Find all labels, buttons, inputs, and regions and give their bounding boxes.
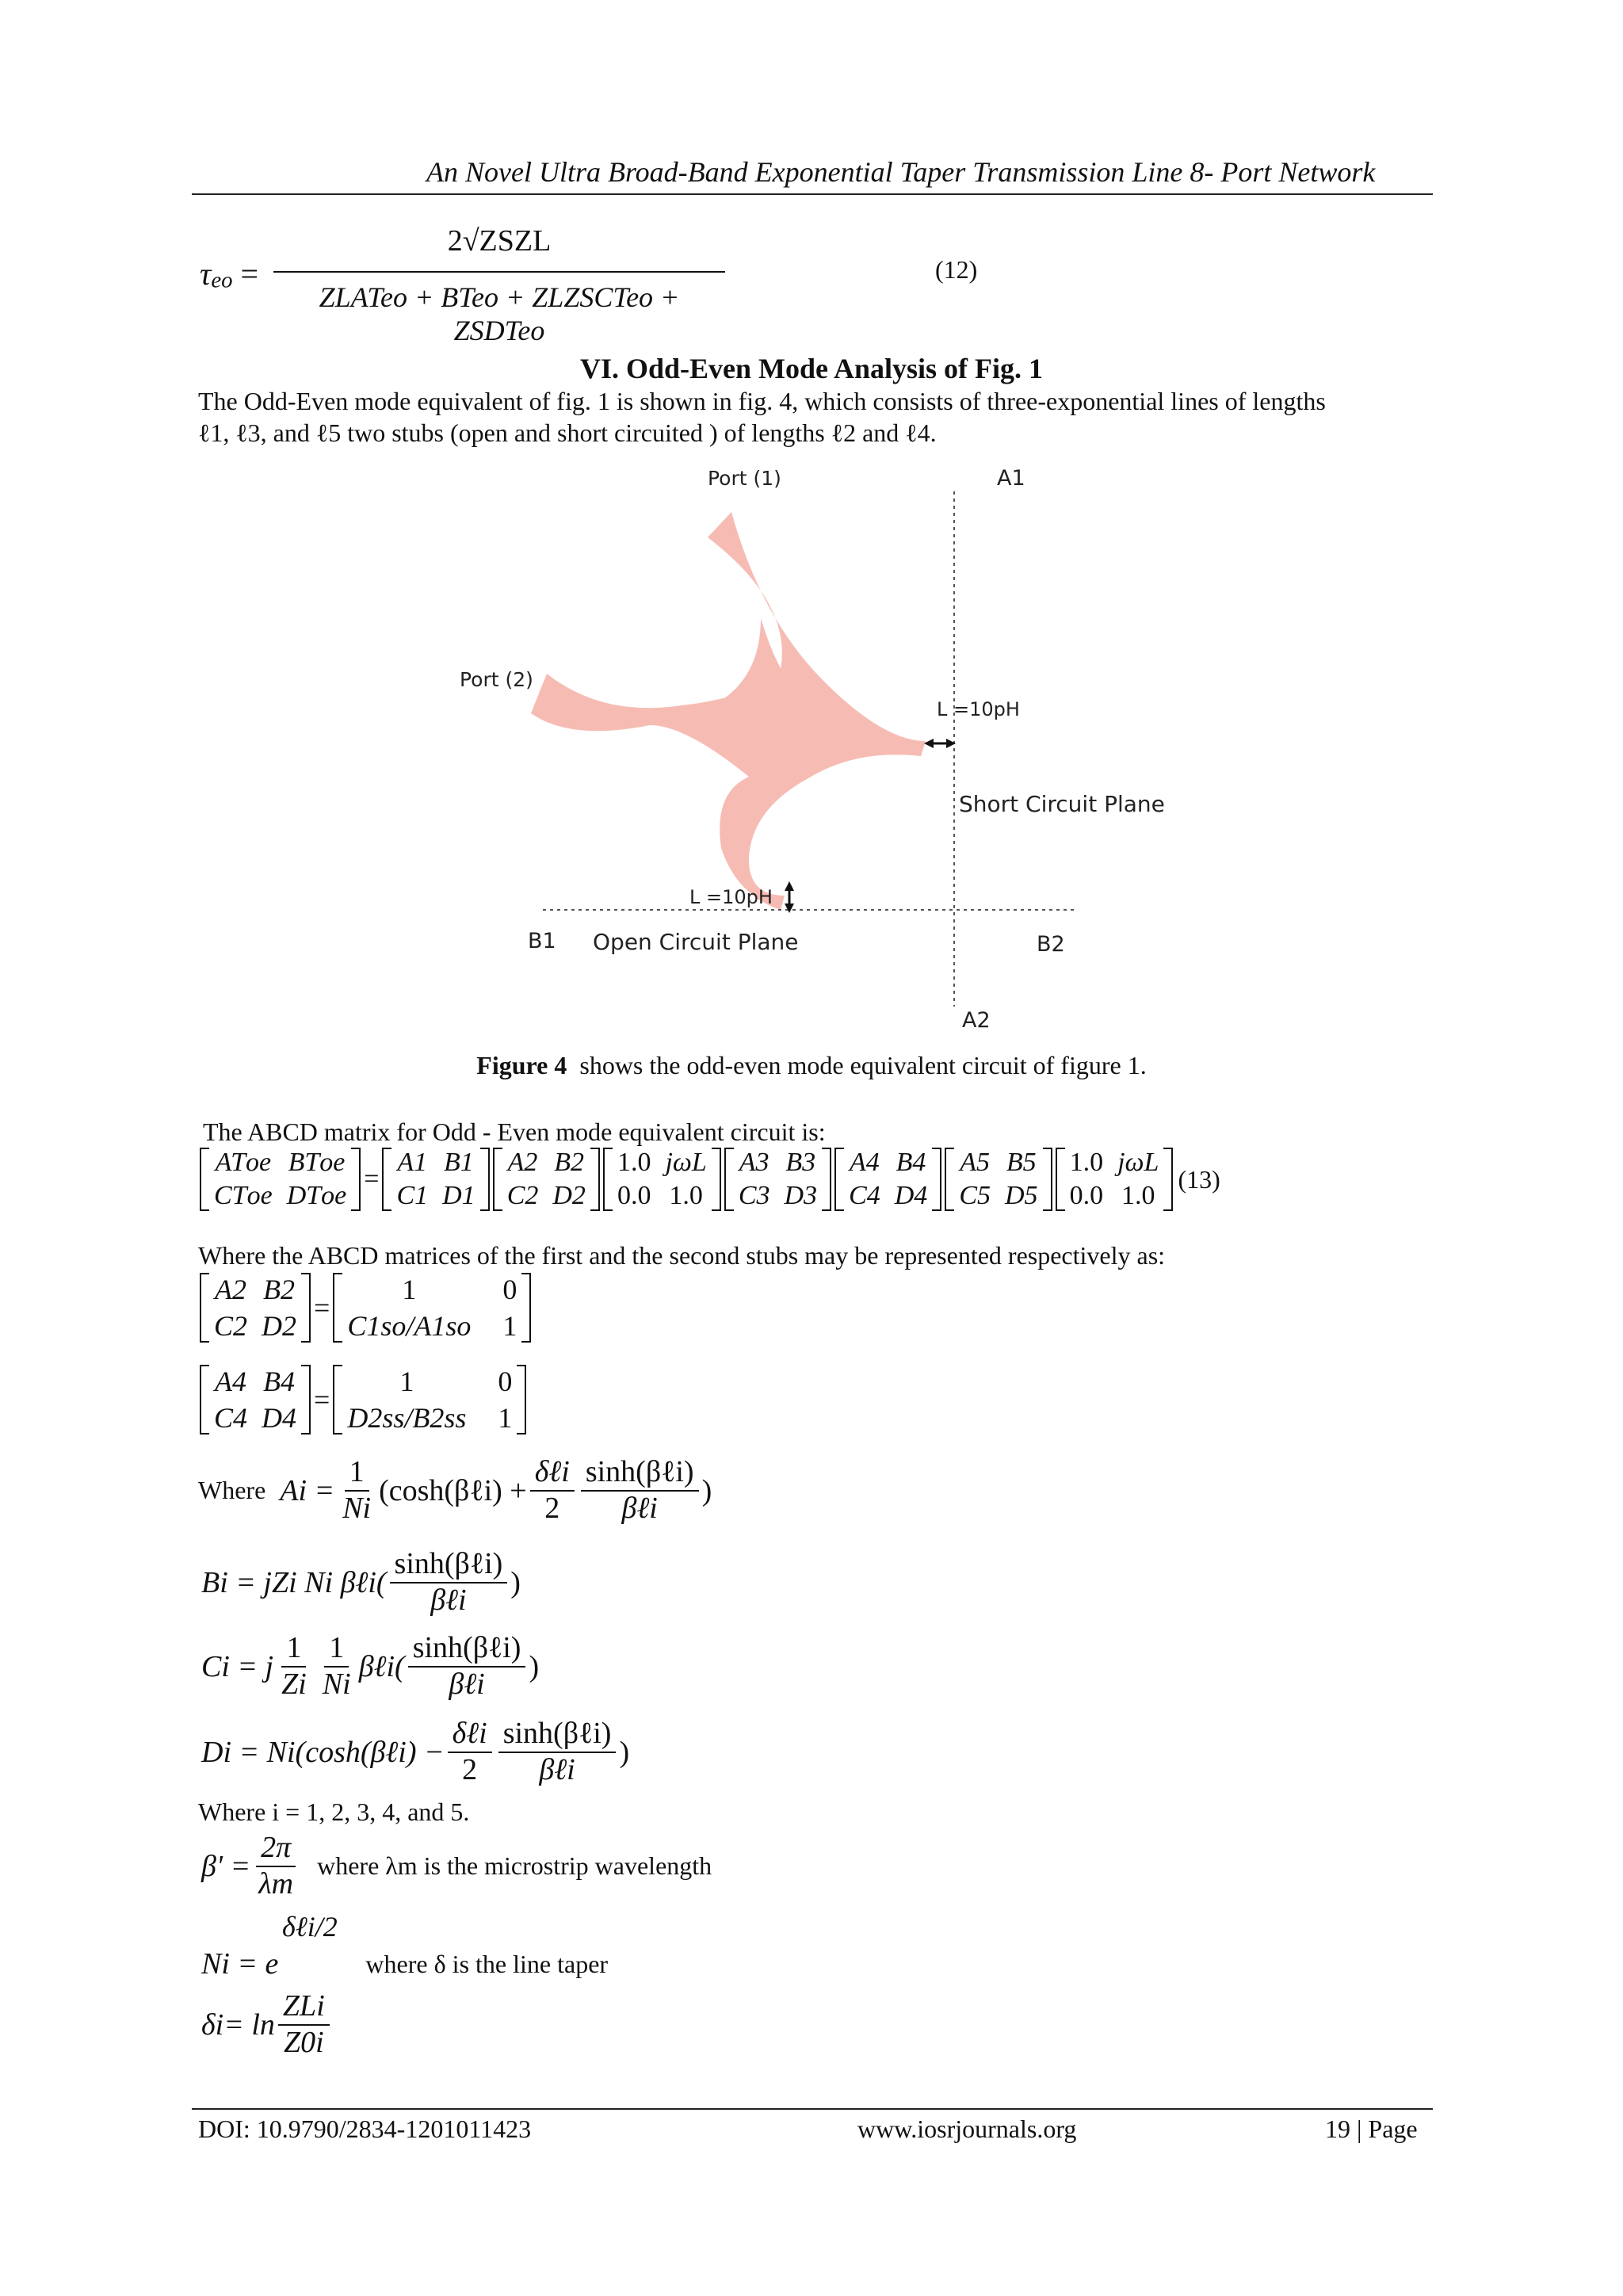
footer-rule bbox=[192, 2108, 1433, 2110]
di-frac3-num: sinh(βℓi) bbox=[498, 1717, 617, 1753]
stub2-lhs bbox=[200, 1365, 311, 1435]
inductor-right-arrowhead-right bbox=[946, 739, 956, 748]
ai-frac1-num: 1 bbox=[345, 1455, 369, 1492]
section-intro-line2: ℓ1, ℓ3, and ℓ5 two stubs (open and short circuited ) of lengths ℓ2 and ℓ4. bbox=[198, 418, 937, 447]
eq13-lhs-matrix bbox=[200, 1148, 361, 1211]
eq13-m2 bbox=[493, 1148, 600, 1211]
eq13-m4-d: D4 bbox=[894, 1181, 928, 1210]
short-plane-label: Short Circuit Plane bbox=[959, 791, 1165, 817]
l-right-label: L =10pH bbox=[937, 698, 1020, 720]
stub2-rhs-b: 0 bbox=[498, 1366, 513, 1397]
ci-frac1-den: Zi bbox=[281, 1667, 307, 1701]
di-end: ) bbox=[619, 1735, 630, 1769]
ci-frac2-den: Ni bbox=[322, 1667, 351, 1701]
b2-label: B2 bbox=[1037, 932, 1065, 957]
ci-frac3 bbox=[408, 1631, 526, 1702]
eq13-ind2-c: 0.0 bbox=[1069, 1181, 1104, 1210]
a1-label: A1 bbox=[997, 466, 1025, 491]
eq13-ind1-a: 1.0 bbox=[617, 1148, 651, 1177]
where-label: Where bbox=[198, 1476, 266, 1505]
eq13-m5-d: D5 bbox=[1005, 1181, 1038, 1210]
eq12-tau: τ bbox=[200, 256, 212, 292]
eq13-ind1-b: jωL bbox=[665, 1148, 707, 1177]
stub1-equation: A2 B2 C2 D2 = 1 0 C1so/A1so 1 bbox=[198, 1273, 533, 1343]
abcd-intro: The ABCD matrix for Odd - Even mode equivalent circuit is: bbox=[203, 1117, 826, 1146]
bi-frac-num: sinh(βℓi) bbox=[390, 1547, 508, 1584]
eq13-m5-a: A5 bbox=[960, 1148, 991, 1177]
bi-lhs: Bi = jZi Ni βℓi( bbox=[201, 1565, 387, 1599]
eq13-ind2-b: jωL bbox=[1117, 1148, 1159, 1177]
eq-beta bbox=[201, 1831, 712, 1901]
stub2-lhs-b: B4 bbox=[263, 1366, 296, 1397]
caption-bold: Figure 4 bbox=[476, 1051, 567, 1079]
bi-frac-den: βℓi bbox=[430, 1583, 467, 1617]
bi-end: ) bbox=[510, 1565, 521, 1599]
stub2-lhs-c: C4 bbox=[214, 1402, 248, 1434]
section-heading: VI. Odd-Even Mode Analysis of Fig. 1 bbox=[579, 353, 1044, 384]
stub1-lhs bbox=[200, 1273, 311, 1343]
stub1-lhs-a: A2 bbox=[215, 1274, 246, 1305]
eq13-ind2-a: 1.0 bbox=[1069, 1148, 1104, 1177]
a2-label: A2 bbox=[962, 1008, 991, 1033]
di-frac3 bbox=[498, 1717, 617, 1787]
ai-frac3-den: βℓi bbox=[621, 1491, 658, 1525]
eq13-m2-d: D2 bbox=[552, 1181, 586, 1210]
eq13-m3-d: D3 bbox=[784, 1181, 818, 1210]
eq13-m2-a: A2 bbox=[507, 1148, 538, 1177]
stub1-rhs-c: C1so/A1so bbox=[347, 1310, 472, 1342]
eq13-lhs-c: CTοe bbox=[214, 1181, 273, 1210]
l-bottom-label: L =10pH bbox=[689, 886, 773, 908]
eq13-m4 bbox=[834, 1148, 941, 1211]
eq13-m1-c: C1 bbox=[396, 1181, 429, 1210]
ai-frac2-num: δℓi bbox=[530, 1455, 575, 1492]
ni-lhs: Ni = e bbox=[201, 1947, 279, 1981]
eq13-m4-b: B4 bbox=[896, 1148, 926, 1177]
index-note: Where i = 1, 2, 3, 4, and 5. bbox=[198, 1797, 470, 1826]
eq13-ind1-d: 1.0 bbox=[669, 1181, 703, 1210]
eq13-ind2-d: 1.0 bbox=[1121, 1181, 1155, 1210]
ni-exponent: δℓi/2 bbox=[282, 1911, 338, 1943]
ci-frac2 bbox=[318, 1631, 356, 1702]
beta-frac bbox=[254, 1831, 298, 1901]
eq13-m3-c: C3 bbox=[738, 1181, 770, 1210]
ci-frac3-den: βℓi bbox=[449, 1667, 485, 1701]
eq12-numerator: 2√ZSZL bbox=[447, 224, 552, 258]
eq-ai bbox=[198, 1455, 712, 1526]
inductor-bottom-arrowhead-down bbox=[785, 904, 794, 913]
ci-mid: βℓi( bbox=[358, 1649, 405, 1683]
inductor-right-arrowhead-left bbox=[924, 739, 934, 748]
eq13: ATοe BTοe CTοe DTοe = A1 B1 C1 D1 A2 B2 C2 D2 1.0 jωL 0.0 1.0 A3 B3 C3 D3 A4 B4 C4 D4 A5 B5 C5 D5 1.0 jωL 0.0 1.0 (13) bbox=[198, 1148, 1220, 1211]
eq13-m1-d: D1 bbox=[442, 1181, 475, 1210]
open-plane-label: Open Circuit Plane bbox=[593, 929, 799, 955]
ai-frac1-den: Ni bbox=[342, 1491, 372, 1525]
port2-label: Port (2) bbox=[460, 668, 533, 691]
eq13-m3-b: B3 bbox=[785, 1148, 816, 1177]
ai-frac1 bbox=[338, 1455, 376, 1526]
bi-frac bbox=[390, 1547, 508, 1618]
inductor-bottom-arrowhead-up bbox=[785, 881, 794, 891]
eq12-denominator: ZLATeo + BTeo + ZLZSCTeo + ZSDTeo bbox=[319, 281, 680, 346]
footer-page: 19 | Page bbox=[1325, 2115, 1418, 2143]
stub1-lhs-d: D2 bbox=[262, 1310, 297, 1342]
footer-doi: DOI: 10.9790/2834-1201011423 bbox=[198, 2115, 532, 2143]
eq13-number: (13) bbox=[1178, 1164, 1220, 1194]
delta-num: ZLi bbox=[278, 1989, 330, 2026]
ai-mid: (cosh(βℓi) + bbox=[379, 1473, 527, 1507]
ai-frac2 bbox=[530, 1455, 575, 1526]
stub1-rhs-d: 1 bbox=[502, 1310, 517, 1342]
eq13-ind1-c: 0.0 bbox=[617, 1181, 651, 1210]
stub1-rhs-a: 1 bbox=[402, 1274, 417, 1305]
eq13-m3-a: A3 bbox=[739, 1148, 769, 1177]
stub2-equation: A4 B4 C4 D4 = 1 0 D2ss/B2ss 1 bbox=[198, 1365, 528, 1435]
eq13-m2-c: C2 bbox=[506, 1181, 539, 1210]
di-frac2-den: 2 bbox=[462, 1752, 478, 1786]
beta-note: where λm is the microstrip wavelength bbox=[317, 1851, 712, 1881]
footer-site: www.iosrjournals.org bbox=[857, 2115, 1077, 2143]
eq12-lhs: τeo = bbox=[200, 256, 259, 293]
eq13-m5 bbox=[945, 1148, 1052, 1211]
stub2-lhs-a: A4 bbox=[215, 1366, 246, 1397]
eq13-m1 bbox=[382, 1148, 489, 1211]
delta-frac bbox=[278, 1989, 330, 2060]
stub1-rhs bbox=[333, 1273, 531, 1343]
stub2-rhs-c: D2ss/B2ss bbox=[347, 1402, 467, 1434]
ci-frac1 bbox=[277, 1631, 311, 1702]
ai-end: ) bbox=[701, 1473, 712, 1507]
stub2-rhs-d: 1 bbox=[498, 1402, 513, 1434]
di-frac2 bbox=[448, 1717, 492, 1787]
ai-frac3 bbox=[581, 1455, 699, 1526]
running-header: An Novel Ultra Broad-Band Exponential Taper Transmission Line 8- Port Network bbox=[426, 156, 1376, 188]
eq13-lhs-a: ATοe bbox=[215, 1148, 272, 1177]
eq-ni bbox=[201, 1946, 608, 1981]
stub1-rhs-b: 0 bbox=[502, 1274, 517, 1305]
ni-note: where δ is the line taper bbox=[365, 1949, 609, 1978]
stub2-rhs bbox=[333, 1365, 526, 1435]
caption-text: shows the odd-even mode equivalent circuit of figure 1. bbox=[579, 1051, 1147, 1079]
ci-lhs: Ci = j bbox=[201, 1649, 274, 1683]
stub1-lhs-c: C2 bbox=[214, 1310, 248, 1342]
b1-label: B1 bbox=[528, 929, 556, 953]
di-lhs: Di = Ni(cosh(βℓi) − bbox=[201, 1735, 445, 1769]
stub2-rhs-a: 1 bbox=[399, 1366, 414, 1397]
ai-frac3-num: sinh(βℓi) bbox=[581, 1455, 699, 1492]
eq13-m4-a: A4 bbox=[850, 1148, 880, 1177]
eq13-m4-c: C4 bbox=[849, 1181, 880, 1210]
eq13-m5-c: C5 bbox=[959, 1181, 991, 1210]
stubs-intro: Where the ABCD matrices of the first and the second stubs may be represented respectively as: bbox=[198, 1241, 1166, 1270]
stub1-lhs-b: B2 bbox=[263, 1274, 296, 1305]
ci-end: ) bbox=[529, 1649, 540, 1683]
eq13-m1-b: B1 bbox=[444, 1148, 474, 1177]
eq13-m1-a: A1 bbox=[397, 1148, 428, 1177]
di-frac2-num: δℓi bbox=[448, 1717, 492, 1753]
ci-frac2-num: 1 bbox=[324, 1631, 349, 1668]
ci-frac3-num: sinh(βℓi) bbox=[408, 1631, 526, 1668]
delta-lhs: δi= ln bbox=[201, 2008, 275, 2042]
figure-caption bbox=[0, 1051, 1623, 1080]
eq13-lhs-d: DTοe bbox=[286, 1181, 347, 1210]
port1-label: Port (1) bbox=[708, 467, 781, 490]
beta-num: 2π bbox=[256, 1831, 296, 1867]
delta-den: Z0i bbox=[283, 2025, 324, 2059]
ai-frac2-den: 2 bbox=[544, 1491, 560, 1525]
eq13-inductor1 bbox=[603, 1148, 721, 1211]
stub2-lhs-d: D4 bbox=[262, 1402, 297, 1434]
eq13-m5-b: B5 bbox=[1006, 1148, 1037, 1177]
eq-di bbox=[201, 1717, 629, 1787]
eq13-inductor2 bbox=[1056, 1148, 1174, 1211]
ci-frac1-num: 1 bbox=[281, 1631, 306, 1668]
di-frac3-den: βℓi bbox=[539, 1752, 575, 1786]
beta-den: λm bbox=[258, 1866, 294, 1901]
eq-delta bbox=[201, 1989, 333, 2060]
eq12-tau-sub: eo bbox=[211, 267, 233, 293]
ai-lhs: Ai = bbox=[280, 1473, 335, 1507]
section-intro-line1: The Odd-Even mode equivalent of fig. 1 is shown in fig. 4, which consists of three-exponential lines of lengths bbox=[198, 387, 1326, 415]
eq13-m2-b: B2 bbox=[554, 1148, 585, 1177]
eq-ci bbox=[201, 1631, 539, 1702]
beta-lhs: β' = bbox=[201, 1849, 251, 1883]
eq-bi bbox=[201, 1547, 521, 1618]
eq12-number: (12) bbox=[935, 255, 978, 284]
eq13-m3 bbox=[724, 1148, 831, 1211]
eq13-lhs-b: BTοe bbox=[288, 1148, 346, 1177]
